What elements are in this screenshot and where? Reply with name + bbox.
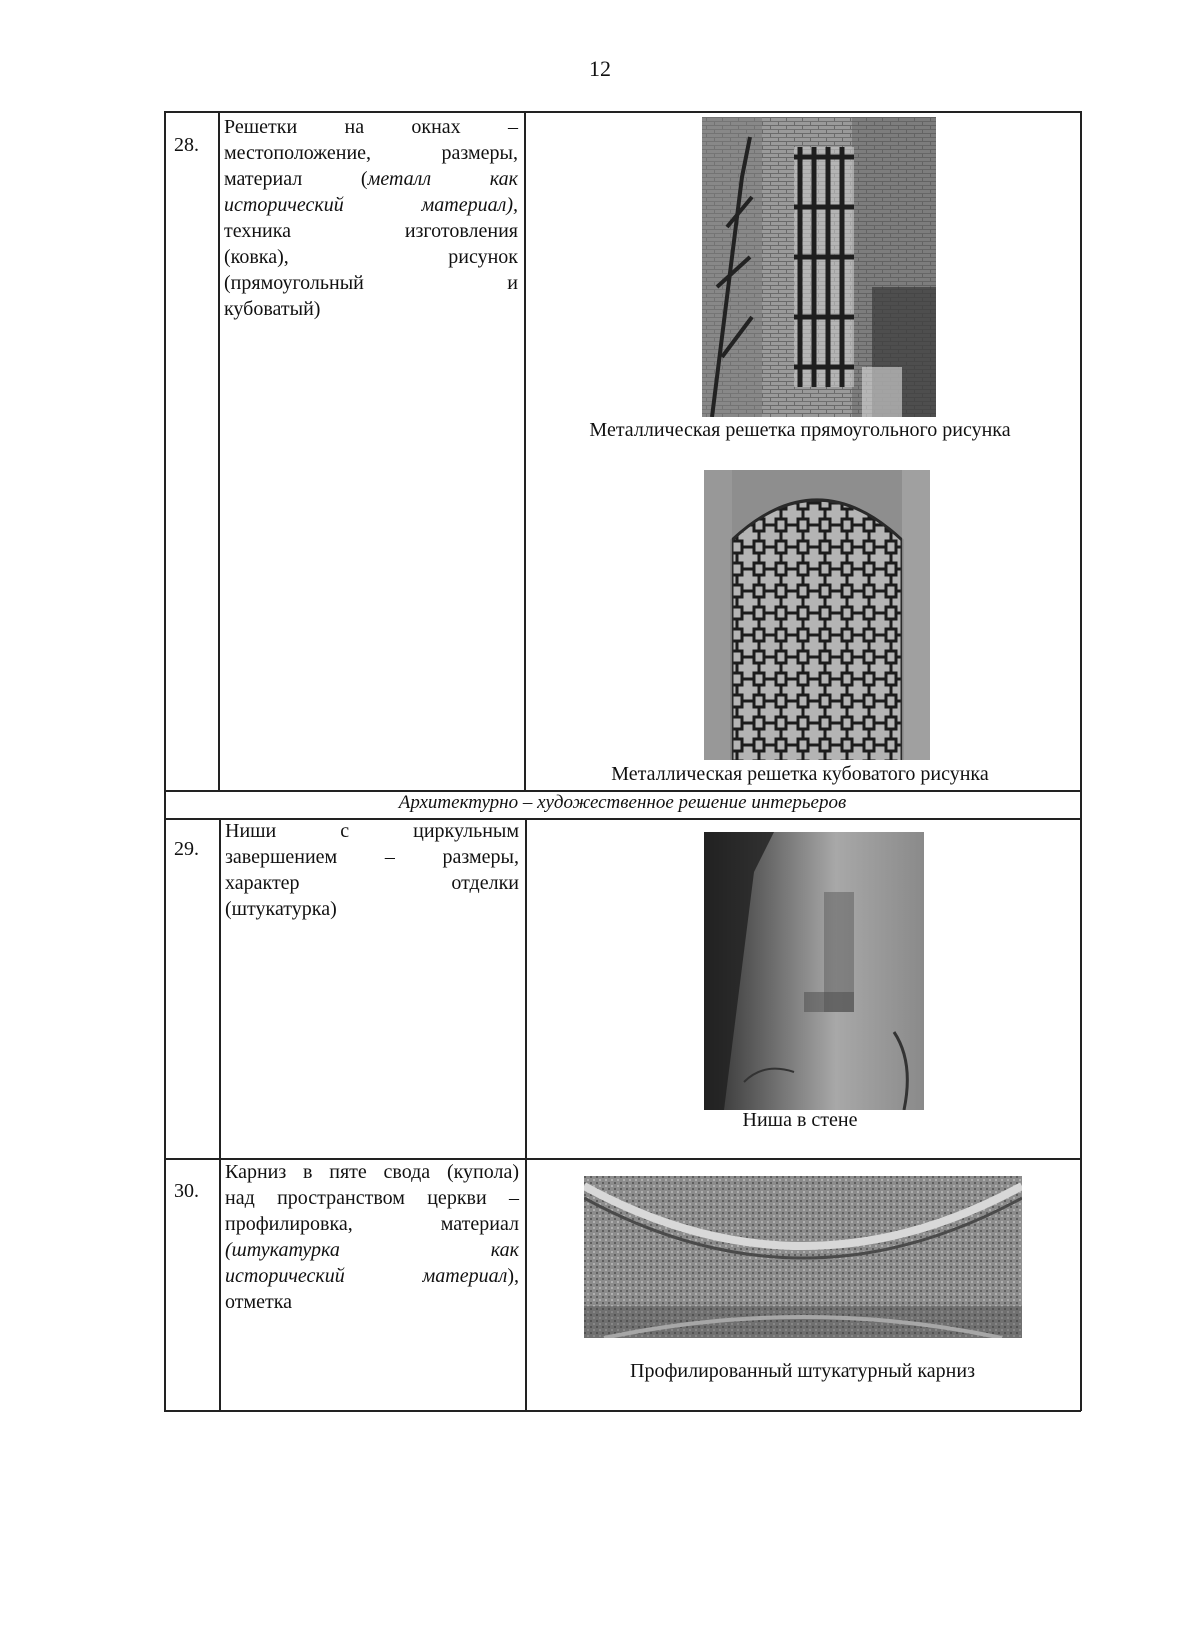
- caption-niche: Ниша в стене: [742, 1109, 858, 1131]
- table-right-border: [1080, 111, 1082, 1411]
- row-30-line-5: исторический материал),: [225, 1265, 519, 1287]
- row-28-line: Решетки на окнах –: [224, 116, 518, 138]
- row-number-28: 28.: [174, 134, 199, 156]
- page-number: 12: [589, 56, 611, 81]
- row-28-line: [224, 192, 518, 218]
- row-30-line-italic: [225, 1263, 519, 1289]
- row-30-line: над пространством церкви –: [225, 1187, 519, 1209]
- row-28-description: [224, 114, 518, 322]
- table-top-border: [164, 111, 1081, 113]
- col-sep-img-28: [524, 111, 526, 790]
- row-28-line: (прямоугольный и: [224, 272, 518, 294]
- row-28-line-3: материал (металл как: [224, 168, 518, 190]
- photo-niche: [704, 832, 924, 1110]
- photo-rectangular-grille: [702, 117, 936, 417]
- caption-cube-pattern-grille: Металлическая решетка кубоватого рисунка: [611, 763, 989, 785]
- row-30-line: Карниз в пяте свода (купола): [225, 1161, 519, 1183]
- row-28-line: кубоватый): [224, 298, 321, 320]
- col-sep-num-28: [218, 111, 220, 790]
- row-28-line: техника изготовления: [224, 220, 518, 242]
- row-29-line: Ниши с циркульным: [225, 820, 519, 842]
- photo-plaster-cornice: [584, 1176, 1022, 1338]
- row-number-29: 29.: [174, 838, 199, 860]
- photo-cube-pattern-grille: [704, 470, 930, 760]
- table-left-border: [164, 111, 166, 1411]
- row-28-line: (ковка), рисунок: [224, 246, 518, 268]
- row-29-line: завершением – размеры,: [225, 846, 519, 868]
- caption-plaster-cornice: Профилированный штукатурный карниз: [630, 1360, 975, 1382]
- row-30-description: [225, 1159, 519, 1315]
- row-30-line: профилировка, материал: [225, 1213, 519, 1235]
- row-29-line: (штукатурка): [225, 898, 337, 920]
- row-28-line: местоположение, размеры,: [224, 142, 518, 164]
- caption-rectangular-grille: Металлическая решетка прямоугольного рисунка: [589, 419, 1011, 441]
- row-28-line-italic: [224, 166, 518, 192]
- row-30-line: [225, 1237, 519, 1263]
- col-sep-num-29-30: [219, 818, 221, 1411]
- row-28-line-4: исторический материал),: [224, 194, 518, 216]
- row-number-30: 30.: [174, 1180, 199, 1202]
- table-bottom-border: [164, 1410, 1081, 1412]
- section-heading: Архитектурно – художественное решение интерьеров: [398, 792, 847, 813]
- row-29-description: [225, 818, 519, 922]
- row-30-line-4: (штукатурка как: [225, 1239, 519, 1261]
- row-29-line: характер отделки: [225, 872, 519, 894]
- row-30-line: отметка: [225, 1291, 293, 1313]
